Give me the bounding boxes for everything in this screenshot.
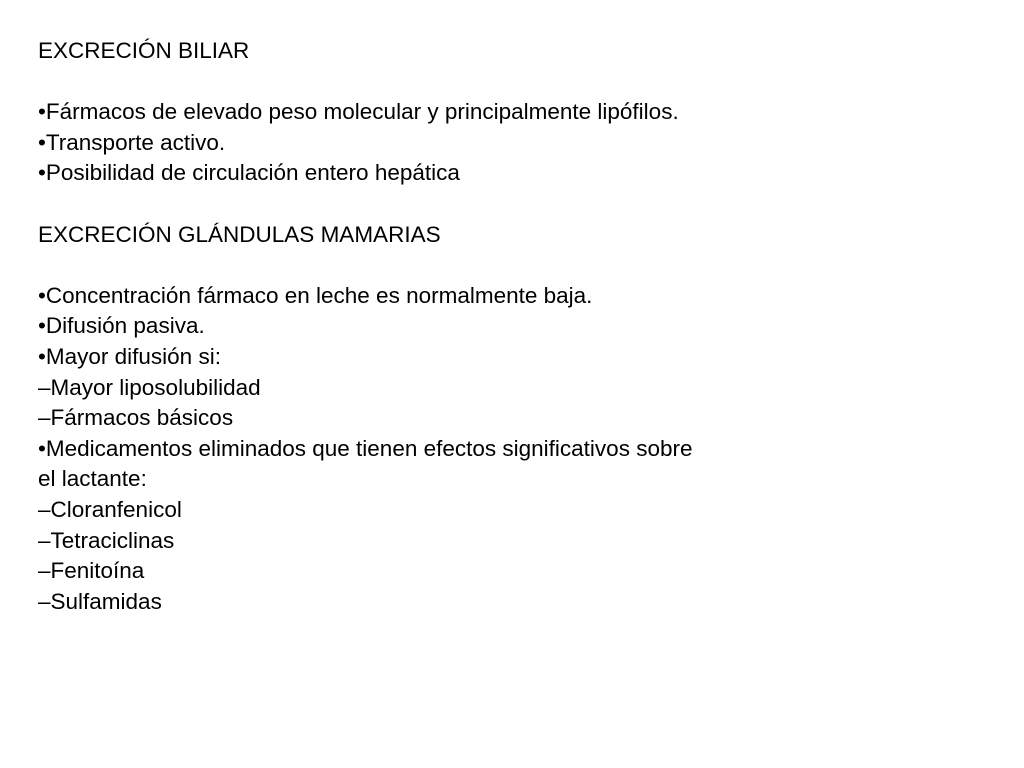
slide-content — [38, 36, 998, 617]
sub-item: –Mayor liposolubilidad — [38, 374, 261, 400]
bullet-item-continuation: el lactante: — [38, 466, 147, 492]
bullet-item: •Fármacos de elevado peso molecular y principalmente lipófilos. — [38, 99, 679, 125]
bullet-item: •Difusión pasiva. — [38, 313, 205, 339]
sub-item: –Fármacos básicos — [38, 405, 234, 431]
sub-item: –Cloranfenicol — [38, 496, 182, 522]
spacer — [38, 250, 998, 281]
bullet-item: •Mayor difusión si: — [38, 343, 221, 369]
bullet-item: •Concentración fármaco en leche es normalmente baja. — [38, 282, 593, 308]
bullet-item: •Medicamentos eliminados que tienen efectos significativos sobre — [38, 435, 693, 461]
sub-item: –Sulfamidas — [38, 588, 162, 614]
sub-item: –Fenitoína — [38, 558, 145, 584]
bullet-item: •Transporte activo. — [38, 129, 226, 155]
section-heading-biliar: EXCRECIÓN BILIAR — [38, 38, 250, 63]
bullet-item: •Posibilidad de circulación entero hepática — [38, 160, 460, 186]
spacer — [38, 67, 998, 98]
sub-item: –Tetraciclinas — [38, 527, 175, 553]
section-heading-mamarias: EXCRECIÓN GLÁNDULAS MAMARIAS — [38, 221, 441, 247]
spacer — [38, 189, 998, 220]
